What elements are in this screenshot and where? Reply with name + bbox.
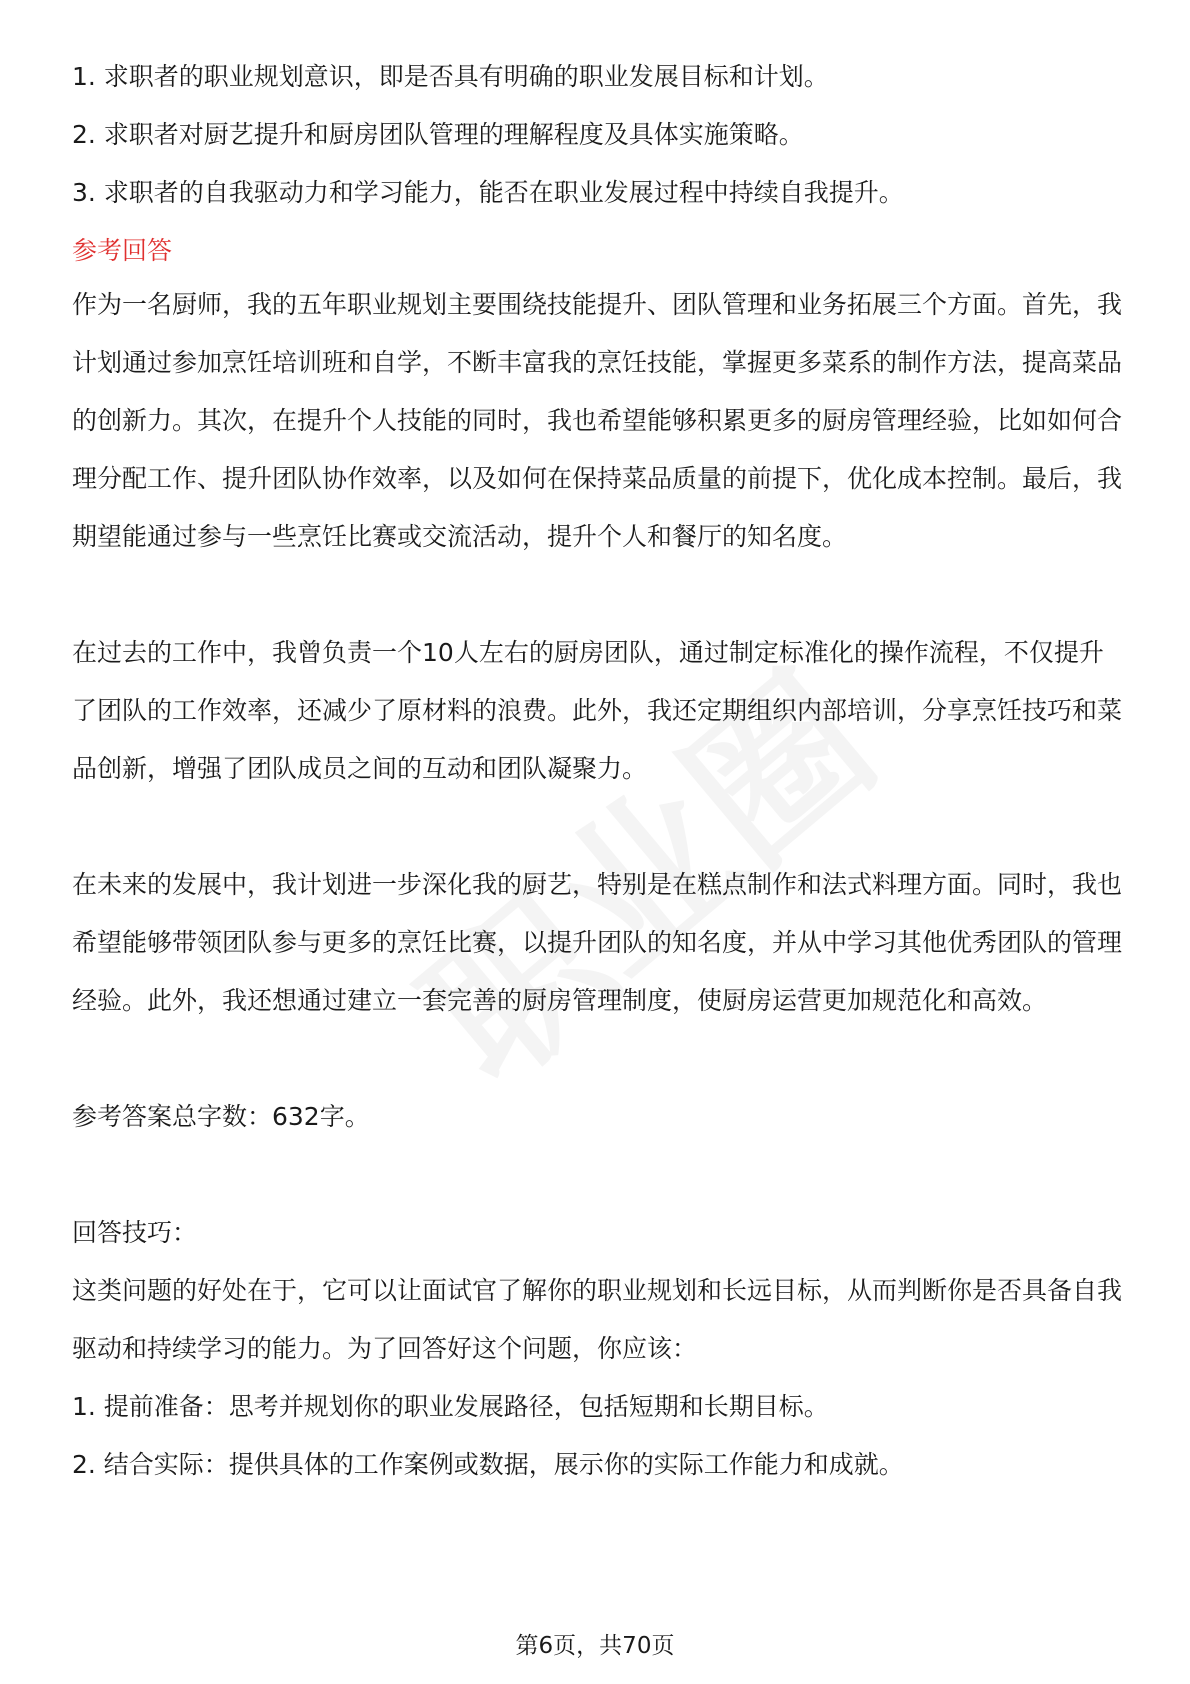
tips-intro: 这类问题的好处在于，它可以让面试官了解你的职业规划和长远目标，从而判断你是否具备自我驱动和持续学习的能力。为了回答好这个问题，你应该： <box>72 1276 1123 1363</box>
paragraph-spacer <box>72 1030 1122 1088</box>
paragraph-spacer <box>72 566 1122 624</box>
answer-paragraph-2: 在过去的工作中，我曾负责一个10人左右的厨房团队，通过制定标准化的操作流程，不仅提升了团队的工作效率，还减少了原材料的浪费。此外，我还定期组织内部培训，分享烹饪技巧和菜品创新，增强了团队成员之间的互动和团队凝聚力。 <box>72 638 1123 783</box>
page-content <box>72 60 1122 1494</box>
tip-item-1: 1. 提前准备：思考并规划你的职业发展路径，包括短期和长期目标。 <box>72 1392 829 1421</box>
answer-paragraph-1: 作为一名厨师，我的五年职业规划主要围绕技能提升、团队管理和业务拓展三个方面。首先，我计划通过参加烹饪培训班和自学，不断丰富我的烹饪技能，掌握更多菜系的制作方法，提高菜品的创新力。其次，在提升个人技能的同时，我也希望能够积累更多的厨房管理经验，比如如何合理分配工作、提升团队协作效率，以及如何在保持菜品质量的前提下，优化成本控制。最后，我期望能通过参与一些烹饪比赛或交流活动，提升个人和餐厅的知名度。 <box>72 290 1123 551</box>
paragraph-spacer <box>72 798 1122 856</box>
tip-item-2: 2. 结合实际：提供具体的工作案例或数据，展示你的实际工作能力和成就。 <box>72 1450 904 1479</box>
criteria-item-1: 1. 求职者的职业规划意识，即是否具有明确的职业发展目标和计划。 <box>72 62 829 91</box>
paragraph-spacer <box>72 1146 1122 1204</box>
answer-heading: 参考回答 <box>72 236 173 265</box>
tips-heading: 回答技巧： <box>72 1218 198 1247</box>
criteria-item-3: 3. 求职者的自我驱动力和学习能力，能否在职业发展过程中持续自我提升。 <box>72 178 904 207</box>
word-count: 参考答案总字数：632字。 <box>72 1102 370 1131</box>
criteria-item-2: 2. 求职者对厨艺提升和厨房团队管理的理解程度及具体实施策略。 <box>72 120 804 149</box>
page-number: 第6页，共70页 <box>515 1633 675 1659</box>
answer-paragraph-3: 在未来的发展中，我计划进一步深化我的厨艺，特别是在糕点制作和法式料理方面。同时，我也希望能够带领团队参与更多的烹饪比赛，以提升团队的知名度，并从中学习其他优秀团队的管理经验。此外，我还想通过建立一套完善的厨房管理制度，使厨房运营更加规范化和高效。 <box>72 870 1123 1015</box>
